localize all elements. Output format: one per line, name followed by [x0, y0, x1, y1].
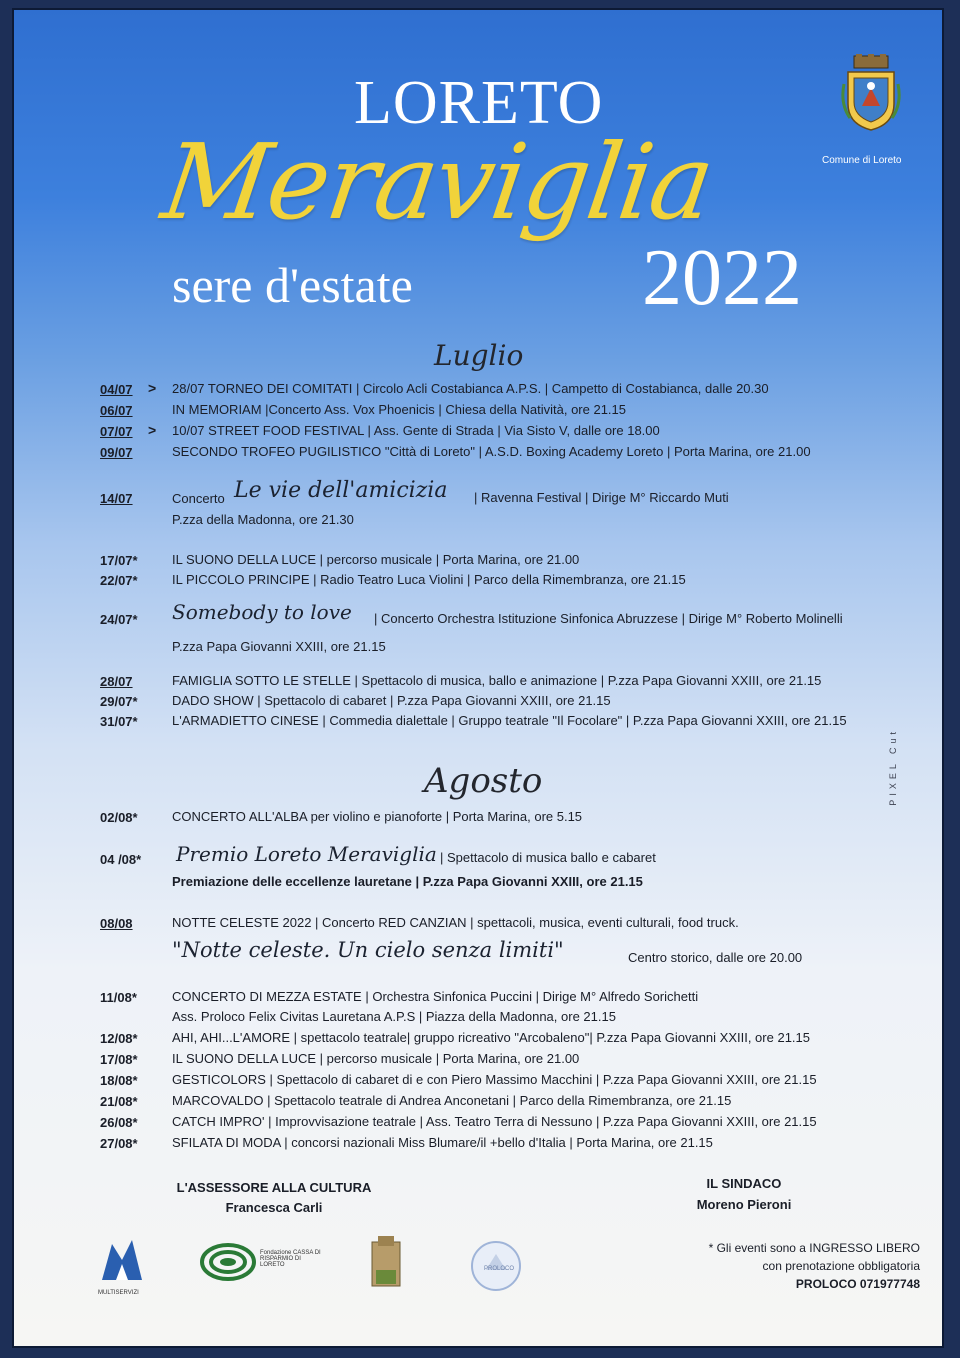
event-date: 17/07* [100, 553, 138, 568]
event-line: | Spettacolo di musica ballo e cabaret [440, 850, 656, 865]
event-line-2: Premiazione delle eccellenze lauretane | P.zza Papa Giovanni XXIII, ore 21.15 [172, 874, 643, 889]
event-line: NOTTE CELESTE 2022 | Concerto RED CANZIAN | spettacoli, musica, eventi culturali, food truck. [172, 915, 739, 930]
month-heading-agosto: Agosto [424, 761, 543, 801]
logo-caption: MULTISERVIZI [98, 1290, 139, 1296]
fondazione-logo-icon [200, 1242, 256, 1282]
event-line: GESTICOLORS | Spettacolo di cabaret di e con Piero Massimo Macchini | P.zza Papa Giovanni XXIII, ore 21.15 [172, 1072, 817, 1087]
assessore-title: L'ASSESSORE ALLA CULTURA [176, 1180, 372, 1195]
event-date: 24/07* [100, 612, 138, 627]
event-line-2: Ass. Proloco Felix Civitas Lauretana A.P.S | Piazza della Madonna, ore 21.15 [172, 1009, 616, 1024]
event-line: SFILATA DI MODA | concorsi nazionali Miss Blumare/il +bello d'Italia | Porta Marina, ore 21.15 [172, 1135, 713, 1150]
event-date: 04/07 [100, 382, 133, 397]
event-year: 2022 [642, 234, 802, 322]
event-subtitle: sere d'estate [172, 257, 413, 313]
event-line: IL SUONO DELLA LUCE | percorso musicale | Porta Marina, ore 21.00 [172, 1051, 580, 1066]
event-line-2: P.zza della Madonna, ore 21.30 [172, 512, 354, 527]
sindaco-name: Moreno Pieroni [696, 1197, 792, 1212]
event-date: 18/08* [100, 1073, 138, 1088]
event-script-title: Premio Loreto Meraviglia [176, 842, 437, 866]
event-script-title: "Notte celeste. Un cielo senza limiti" [172, 938, 564, 962]
event-line: | Concerto Orchestra Istituzione Sinfonica Abruzzese | Dirige M° Roberto Molinelli [374, 611, 843, 626]
municipal-crest-icon [840, 54, 902, 132]
date-range-arrow: > [148, 422, 157, 438]
event-date: 28/07 [100, 674, 133, 689]
event-date: 02/08* [100, 810, 138, 825]
event-date: 07/07 [100, 424, 133, 439]
event-line: 28/07 TORNEO DEI COMITATI | Circolo Acli Costabianca A.P.S. | Campetto di Costabianca, dalle 20.30 [172, 381, 769, 396]
event-title: Meraviglia [155, 121, 720, 243]
free-entry-note: * Gli eventi sono a INGRESSO LIBERO [708, 1241, 920, 1255]
booking-note: con prenotazione obbligatoria [762, 1259, 920, 1273]
event-date: 21/08* [100, 1094, 138, 1109]
event-line: DADO SHOW | Spettacolo di cabaret | P.zza Papa Giovanni XXIII, ore 21.15 [172, 693, 611, 708]
city-title: LORETO [354, 69, 604, 137]
sindaco-title: IL SINDACO [706, 1176, 782, 1191]
event-date: 14/07 [100, 491, 133, 506]
tower-logo-icon [366, 1234, 406, 1294]
event-script-title: Le vie dell'amicizia [234, 478, 448, 503]
event-line-2: P.zza Papa Giovanni XXIII, ore 21.15 [172, 639, 386, 654]
poster [14, 10, 942, 1346]
event-date: 08/08 [100, 916, 133, 931]
event-date: 26/08* [100, 1115, 138, 1130]
event-line: CONCERTO ALL'ALBA per violino e pianoforte | Porta Marina, ore 5.15 [172, 809, 583, 824]
event-date: 11/08* [100, 990, 137, 1005]
event-date: 09/07 [100, 445, 133, 460]
event-date: 29/07* [100, 694, 138, 709]
event-date: 27/08* [100, 1136, 138, 1151]
event-line: IL SUONO DELLA LUCE | percorso musicale | Porta Marina, ore 21.00 [172, 552, 580, 567]
event-line: IL PICCOLO PRINCIPE | Radio Teatro Luca Violini | Parco della Rimembranza, ore 21.15 [172, 572, 686, 587]
multiservizi-logo-icon [98, 1236, 146, 1288]
event-line: FAMIGLIA SOTTO LE STELLE | Spettacolo di musica, ballo e animazione | P.zza Papa Giovanni XXIII, ore 21.15 [172, 673, 822, 688]
logo-caption: PROLOCO [484, 1266, 515, 1272]
event-line: SECONDO TROFEO PUGILISTICO "Città di Loreto" | A.S.D. Boxing Academy Loreto | Porta Marina, ore 21.00 [172, 444, 811, 459]
event-line: | Ravenna Festival | Dirige M° Riccardo Muti [474, 490, 729, 505]
event-date: 22/07* [100, 573, 138, 588]
event-line: CONCERTO DI MEZZA ESTATE | Orchestra Sinfonica Puccini | Dirige M° Alfredo Sorichetti [172, 989, 699, 1004]
logo-caption: Fondazione CASSA DI RISPARMIO DI LORETO [260, 1250, 321, 1268]
event-line: IN MEMORIAM |Concerto Ass. Vox Phoenicis | Chiesa della Natività, ore 21.15 [172, 402, 627, 417]
event-line-2: Centro storico, dalle ore 20.00 [628, 950, 803, 965]
assessore-name: Francesca Carli [225, 1200, 323, 1215]
event-date: 04 /08* [100, 852, 142, 867]
date-range-arrow: > [148, 380, 157, 396]
event-line: MARCOVALDO | Spettacolo teatrale di Andrea Anconetani | Parco della Rimembranza, ore 21.15 [172, 1093, 732, 1108]
event-line: 10/07 STREET FOOD FESTIVAL | Ass. Gente di Strada | Via Sisto V, dalle ore 18.00 [172, 423, 660, 438]
crest-caption: Comune di Loreto [822, 155, 902, 166]
month-heading-luglio: Luglio [434, 339, 524, 372]
event-date: 17/08* [100, 1052, 138, 1067]
event-date: 31/07* [100, 714, 138, 729]
event-date: 06/07 [100, 403, 133, 418]
event-script-title: Somebody to love [172, 600, 352, 624]
event-line: L'ARMADIETTO CINESE | Commedia dialettale | Gruppo teatrale "Il Focolare" | P.zza Papa Giovanni XXIII, ore 21.15 [172, 713, 847, 728]
event-date: 12/08* [100, 1031, 138, 1046]
event-line: AHI, AHI...L'AMORE | spettacolo teatrale| gruppo ricreativo "Arcobaleno"| P.zza Papa Giovanni XXIII, ore 21.15 [172, 1030, 810, 1045]
event-line: CATCH IMPRO' | Improvvisazione teatrale | Ass. Teatro Terra di Nessuno | P.zza Papa Giovanni XXIII, ore 21.15 [172, 1114, 817, 1129]
watermark: PIXEL Cut [888, 728, 898, 806]
event-prefix: Concerto [172, 491, 225, 506]
proloco-phone: PROLOCO 071977748 [795, 1277, 920, 1291]
